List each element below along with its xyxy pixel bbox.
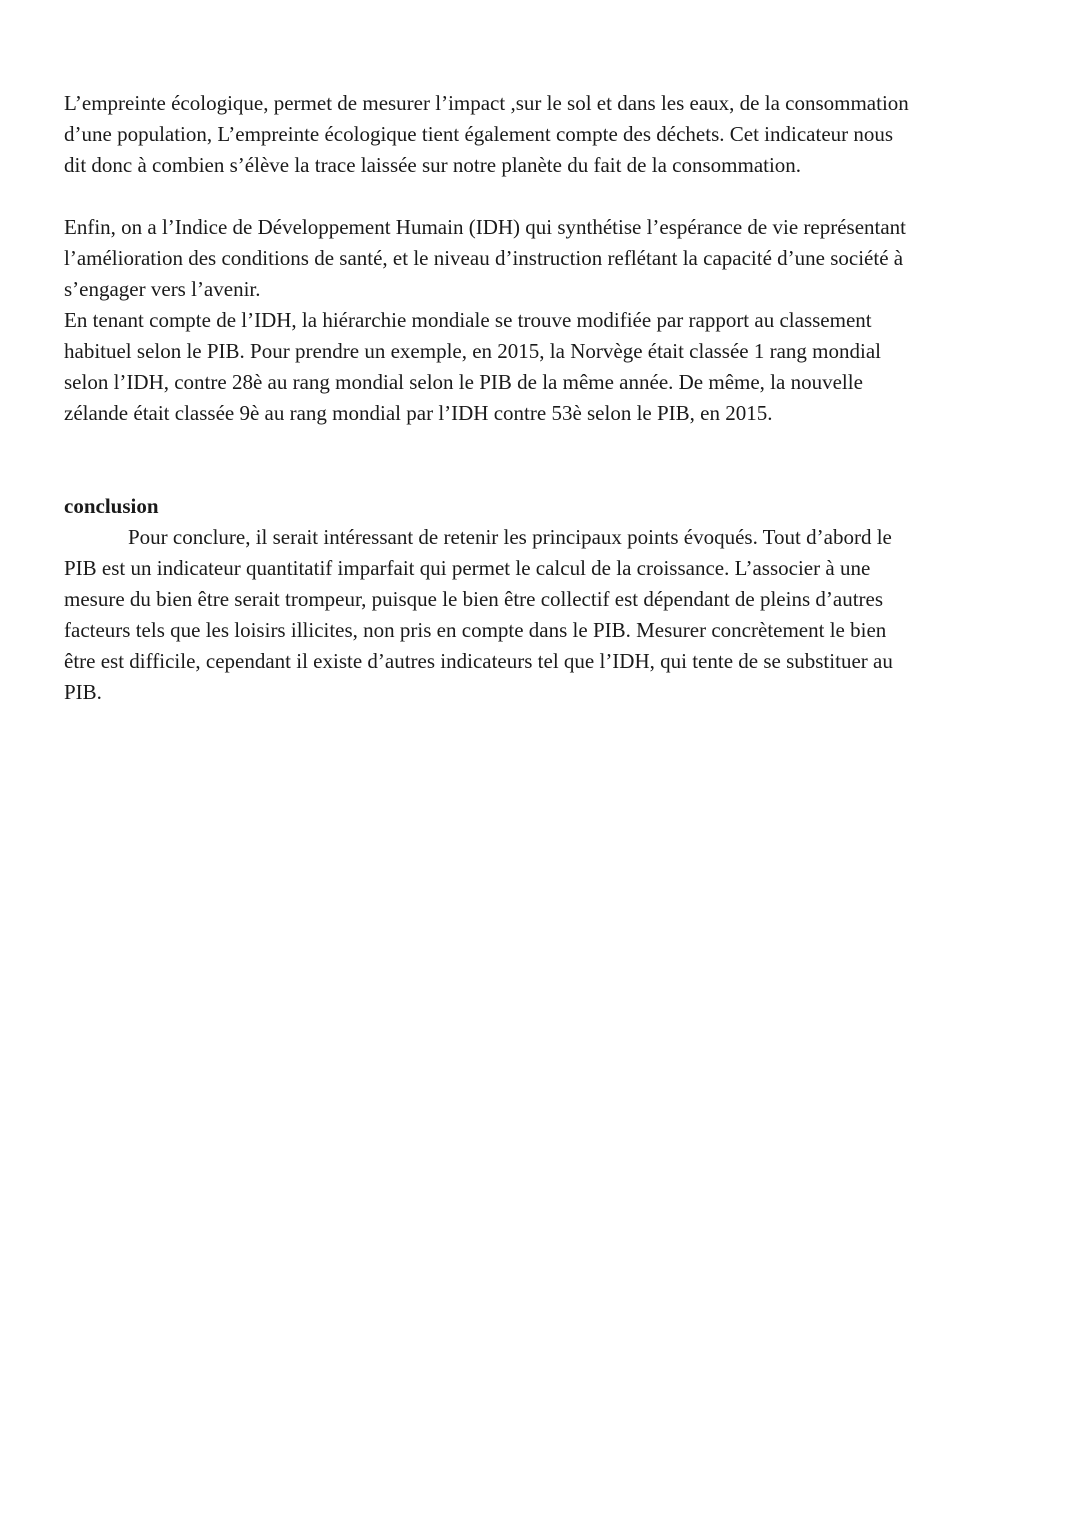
document-page — [64, 88, 1024, 708]
conclusion-heading: conclusion — [64, 494, 159, 518]
section-spacer — [64, 429, 1024, 491]
paragraph-idh: Enfin, on a l’Indice de Développement Humain (IDH) qui synthétise l’espérance de vie représentant l’amélioration des conditions de santé, et le niveau d’instruction reflétant la capacité d’une société à s’engager vers l’avenir. — [64, 215, 907, 301]
paragraph-hierarchie-mondiale: En tenant compte de l’IDH, la hiérarchie mondiale se trouve modifiée par rapport au classement habituel selon le PIB. Pour prendre un exemple, en 2015, la Norvège était classée 1 rang mondial selon l’IDH, contre 28è au rang mondial selon le PIB de la même année. De même, la nouvelle zélande était classée 9è au rang mondial par l’IDH contre 53è selon le PIB, en 2015. — [64, 308, 882, 425]
paragraph-conclusion: Pour conclure, il serait intéressant de retenir les principaux points évoqués. Tout d’abord le PIB est un indicateur quantitatif imparfait qui permet le calcul de la croissance. L’associer à une mesure du bien être serait trompeur, puisque le bien être collectif est dépendant de pleins d’autres facteurs tels que les loisirs illicites, non pris en compte dans le PIB. Mesurer concrètement le bien être est difficile, cependant il existe d’autres indicateurs tel que l’IDH, qui tente de se substituer au PIB. — [64, 525, 893, 704]
paragraph-spacer — [64, 181, 1024, 212]
paragraph-empreinte-ecologique: L’empreinte écologique, permet de mesurer l’impact ,sur le sol et dans les eaux, de la consommation d’une population, L’empreinte écologique tient également compte des déchets. Cet indicateur nous dit donc à combien s’élève la trace laissée sur notre planète du fait de la consommation. — [64, 91, 909, 177]
